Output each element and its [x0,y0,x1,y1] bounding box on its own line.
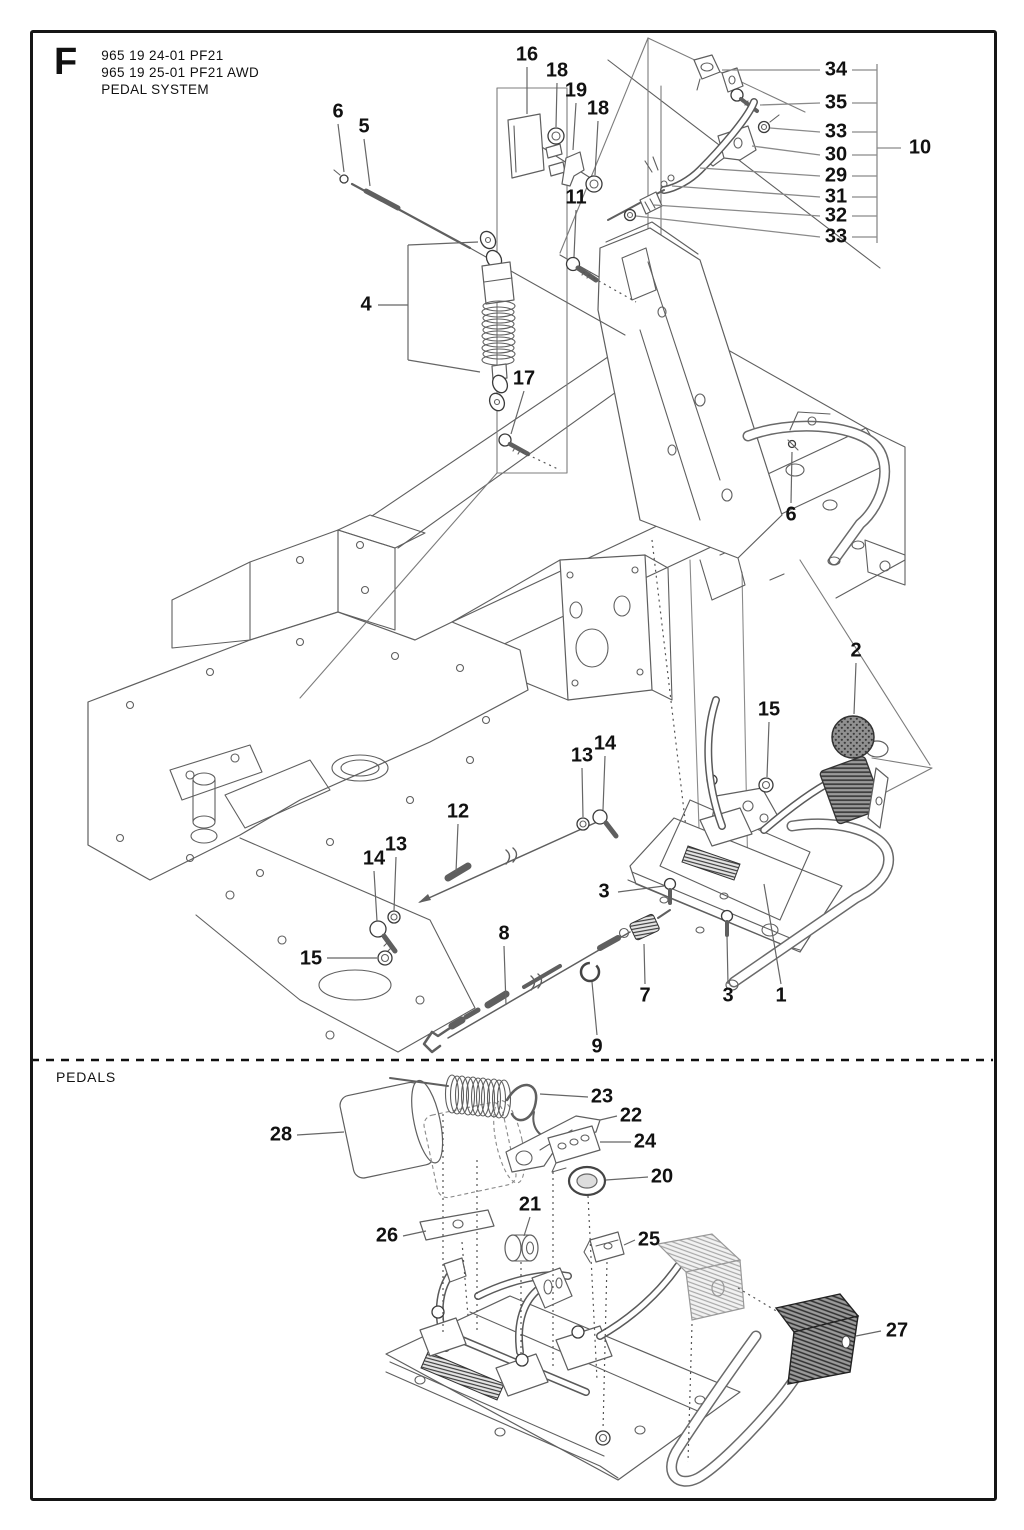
part-callout-11: 11 [565,186,587,209]
part-callout-20: 20 [650,1165,674,1188]
part-callout-3: 3 [598,880,610,903]
plate-26-drawing [420,1210,494,1240]
part-callout-19: 19 [564,79,588,102]
part-callout-34: 34 [824,58,848,81]
part-callout-10: 10 [908,136,932,159]
part-callout-13: 13 [384,833,408,856]
roller-21-drawing [505,1235,538,1261]
bracket-16-detail-drawing [508,67,602,192]
part-callout-33: 33 [824,225,848,248]
part-callout-16: 16 [515,43,539,66]
part-callout-28: 28 [269,1123,293,1146]
part-callout-14: 14 [593,732,617,755]
part-callout-33: 33 [824,120,848,143]
part-callout-27: 27 [885,1319,909,1342]
lower-pedal-assembly-drawing [386,1234,858,1481]
part-callout-24: 24 [633,1130,657,1153]
part-callout-7: 7 [639,984,651,1007]
part-callout-26: 26 [375,1224,399,1247]
clip-25-drawing [584,1232,624,1262]
system-title: PEDAL SYSTEM [101,82,210,97]
part-callout-32: 32 [824,204,848,227]
part-callout-25: 25 [637,1228,661,1251]
part-callout-4: 4 [360,293,372,316]
cotter-pin-6b-drawing [788,440,798,503]
bolt-17-drawing [499,391,560,470]
part-callout-30: 30 [824,143,848,166]
part-callout-1: 1 [775,984,787,1007]
part-callout-8: 8 [498,922,510,945]
model-number-line2: 965 19 25-01 PF21 AWD [101,65,260,80]
shock-absorber-drawing [378,229,515,413]
part-callout-18: 18 [545,59,569,82]
part-callout-22: 22 [619,1104,643,1127]
part-callout-17: 17 [512,367,536,390]
part-callout-15: 15 [757,698,781,721]
section-title-pedals: PEDALS [56,1069,117,1085]
model-number-line1: 965 19 24-01 PF21 [101,48,224,63]
part-callout-13: 13 [570,744,594,767]
cable-8-drawing [424,929,630,1053]
part-callout-14: 14 [362,847,386,870]
bearing-20-drawing [569,1167,605,1195]
part-callout-21: 21 [518,1193,542,1216]
part-callout-12: 12 [446,800,470,823]
pedal-base-assembly-drawing [581,663,889,1035]
part-callout-29: 29 [824,164,848,187]
figure-letter: F [54,41,78,83]
part-callout-5: 5 [358,115,370,138]
part-callout-2: 2 [850,639,862,662]
sleeve-28-drawing [338,1078,530,1200]
model-block [101,44,259,98]
part-callout-6: 6 [332,100,344,123]
pedal-mount-plate-drawing [598,222,782,600]
part-callout-6: 6 [785,503,797,526]
part-callout-15: 15 [299,947,323,970]
part-callout-3: 3 [722,984,734,1007]
part-callout-35: 35 [824,91,848,114]
part-callout-18: 18 [586,97,610,120]
diagram-header [54,41,260,98]
part-callout-9: 9 [591,1035,603,1058]
part-callout-23: 23 [590,1085,614,1108]
part-callout-31: 31 [824,185,848,208]
linkage-detail-drawing [608,55,901,243]
